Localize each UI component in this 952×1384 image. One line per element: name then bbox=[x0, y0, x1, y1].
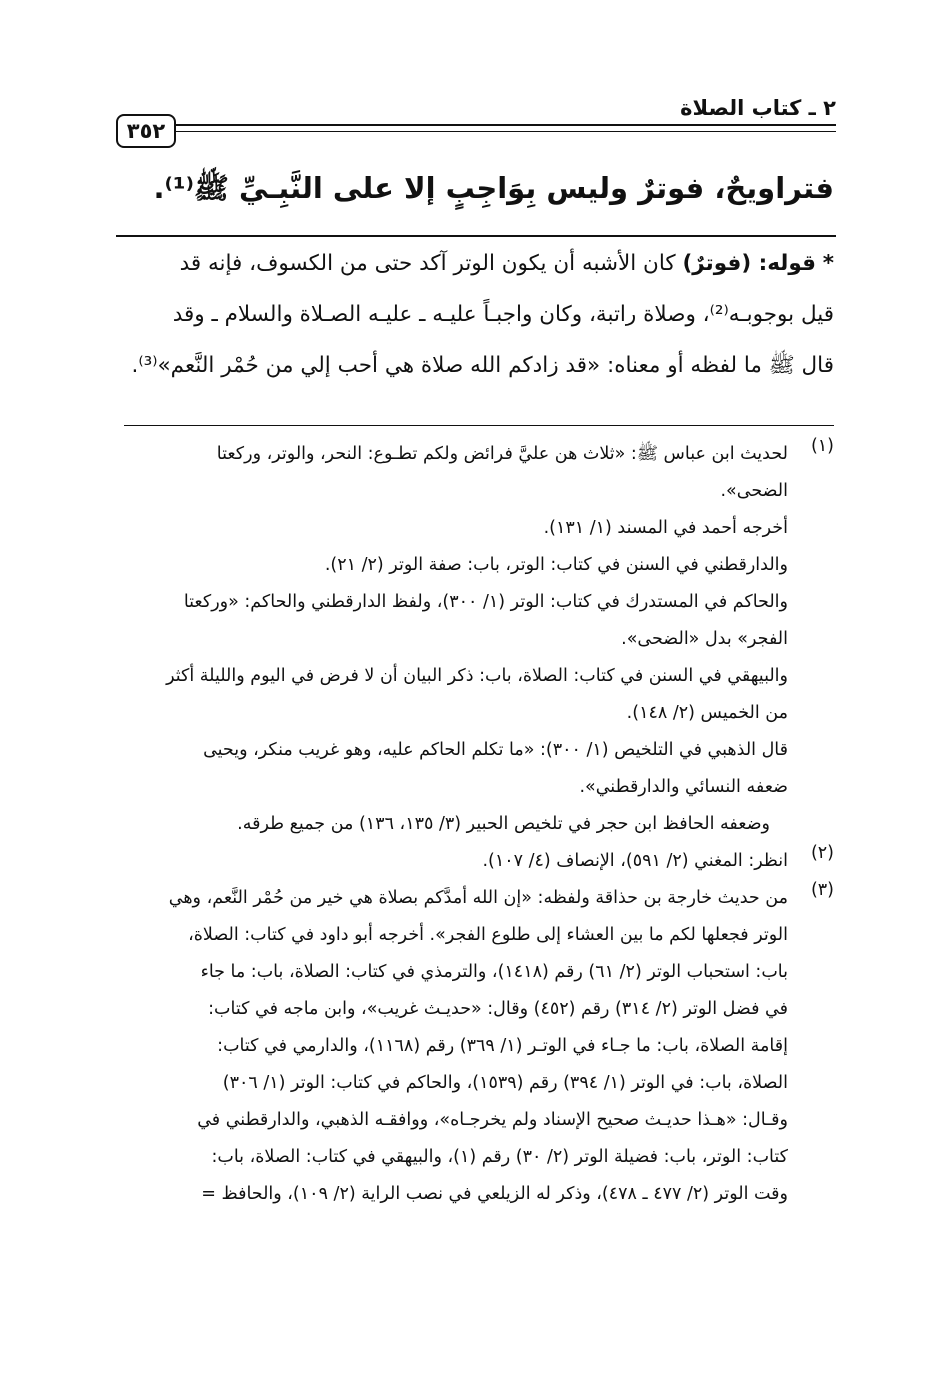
commentary-label: قوله: (فوترٌ) bbox=[682, 251, 816, 276]
footnote-number: (٢) bbox=[810, 843, 834, 863]
footnote-line: من الخميس (٢/ ١٤٨). bbox=[626, 703, 788, 723]
footnote-line: وقت الوتر (٢/ ٤٧٧ ـ ٤٧٨)، وذكر له الزيلعي في نصب الراية (٢/ ١٠٩)، والحافظ = bbox=[201, 1184, 788, 1204]
footnote-line: أخرجه أحمد في المسند (١/ ١٣١). bbox=[543, 518, 788, 538]
footnote-line: ضعفه النسائي والدارقطني». bbox=[579, 777, 788, 797]
footnote-line: في فضل الوتر (٢/ ٣١٤) رقم (٤٥٢) وقال: «حديـث غريب»، وابن ماجه في كتاب: bbox=[208, 999, 788, 1019]
matn-separator-rule bbox=[116, 235, 836, 237]
footnote-line: والدارقطني في السنن في كتاب: الوتر، باب: صفة الوتر (٢/ ٢١). bbox=[324, 555, 788, 575]
commentary-line: قال ﷺ ما لفظه أو معناه: «قد زادكم الله صلاة هي أحب إلي من حُمْر النَّعم»⁽³⁾. bbox=[131, 353, 834, 378]
footnote-2 bbox=[114, 843, 834, 880]
page-number-badge: ٣٥٢ bbox=[116, 114, 176, 148]
footnote-line: الصلاة، باب: في الوتر (١/ ٣٩٤) رقم (١٥٣٩)، والحاكم في كتاب: الوتر (١/ ٣٠٦) bbox=[222, 1073, 788, 1093]
commentary-text: كان الأشبه أن يكون الوتر آكد حتى من الكسوف، فإنه قد bbox=[179, 251, 676, 276]
footnote-line: الوتر فجعلها لكم ما بين العشاء إلى طلوع الفجر». أخرجه أبو داود في كتاب: الصلاة، bbox=[188, 925, 788, 945]
commentary bbox=[114, 238, 834, 391]
footnote-line: من حديث خارجة بن حذاقة ولفظه: «إن الله أمدَّكم بصلاة هي خير من حُمْر النَّعم، وهي bbox=[168, 888, 788, 908]
footnote-line: لحديث ابن عباس ﷺ: «ثلاث هن عليَّ فرائض ولكم تطـوع: النحر، والوتر، وركعتا bbox=[216, 444, 788, 464]
footnote-divider bbox=[124, 425, 834, 426]
footnote-line: الضحى». bbox=[720, 481, 788, 501]
footnotes bbox=[114, 436, 834, 1213]
footnote-1 bbox=[114, 436, 834, 843]
commentary-line bbox=[114, 238, 834, 289]
footnote-number: (١) bbox=[810, 436, 834, 456]
footnote-line: قال الذهبي في التلخيص (١/ ٣٠٠): «ما تكلم الحاكم عليه، وهو غريب منكر، ويحيى bbox=[203, 740, 788, 760]
footnote-line: وقـال: «هـذا حديـث صحيح الإسناد ولم يخرجـاه»، ووافقـه الذهبي، والدارقطني في bbox=[197, 1110, 788, 1130]
header-rule bbox=[176, 124, 836, 126]
footnote-3 bbox=[114, 880, 834, 1213]
footnote-line: وضعفه الحافظ ابن حجر في تلخيص الحبير (٣/ ١٣٥، ١٣٦) من جميع طرقه. bbox=[237, 814, 770, 834]
footnote-line: كتاب: الوتر، باب: فضيلة الوتر (٢/ ٣٠) رقم (١)، والبيهقي في كتاب: الصلاة، باب: bbox=[211, 1147, 788, 1167]
matn-text: فتراويحٌ، فوترٌ وليس بِوَاجِبٍ إلا على النَّبِـيِّ ﷺ⁽¹⁾. bbox=[153, 171, 834, 205]
footnote-line: إقامة الصلاة، باب: ما جـاء في الوتـر (١/ ٣٦٩) رقم (١١٦٨)، والدارمي في كتاب: bbox=[217, 1036, 788, 1056]
header-rule-thin bbox=[176, 131, 836, 132]
commentary-line: قيل بوجوبـه⁽²⁾، وصلاة راتبة، وكان واجبـاً عليـه ـ عليـه الصـلاة والسلام ـ وقد bbox=[172, 302, 834, 327]
footnote-line: والحاكم في المستدرك في كتاب: الوتر (١/ ٣٠٠)، ولفظ الدارقطني والحاكم: «وركعتا bbox=[183, 592, 788, 612]
footnote-number: (٣) bbox=[810, 880, 834, 900]
footnote-line: والبيهقي في السنن في كتاب: الصلاة، باب: ذكر البيان أن لا فرض في اليوم والليلة أكثر bbox=[166, 666, 788, 686]
footnote-line: انظر: المغني (٢/ ٥٩١)، الإنصاف (٤/ ١٠٧). bbox=[482, 851, 788, 871]
footnote-line: باب: استحباب الوتر (٢/ ٦١) رقم (١٤١٨)، والترمذي في كتاب: الصلاة، باب: ما جاء bbox=[200, 962, 788, 982]
footnote-line: الفجر» بدل «الضحى». bbox=[621, 629, 788, 649]
running-title: ٢ ـ كتاب الصلاة bbox=[680, 96, 836, 120]
star-marker-icon: * bbox=[822, 251, 834, 276]
